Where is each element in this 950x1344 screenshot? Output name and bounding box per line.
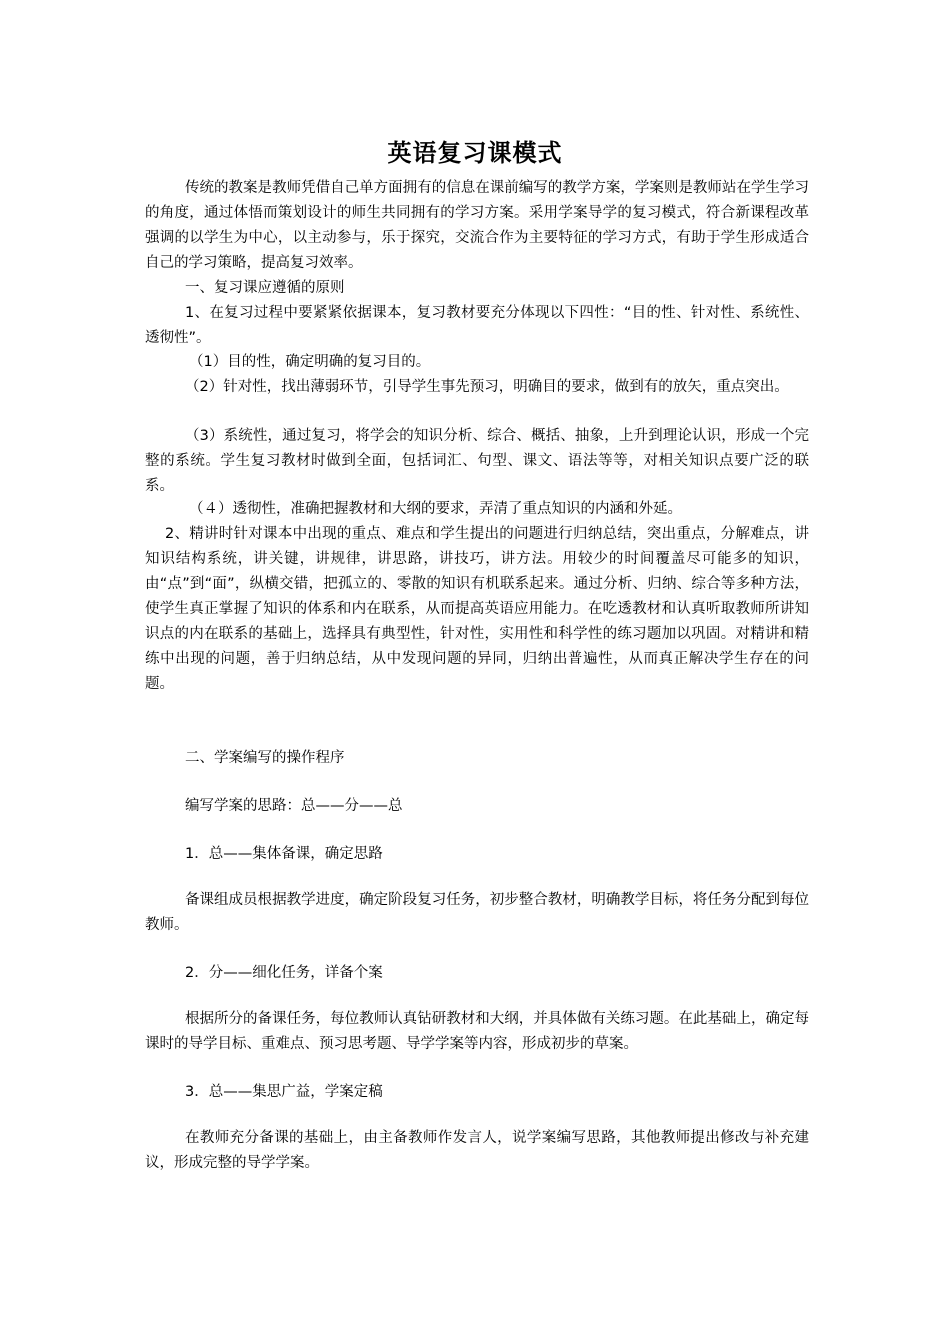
section2-step1-text: 备课组成员根据教学进度，确定阶段复习任务，初步整合教材，明确教学目标，将任务分配到每位教师。 bbox=[145, 892, 809, 933]
section2-step3-text: 在教师充分备课的基础上，由主备教师作发言人，说学案编写思路，其他教师提出修改与补充建议，形成完整的导学学案。 bbox=[145, 1130, 809, 1171]
section1-sub3: （3）系统性，通过复习，将学会的知识分析、综合、概括、抽象，上升到理论认识，形成一个完整的系统。学生复习教材时做到全面，包括词汇、句型、课文、语法等等，对相关知识点要广泛的联系。 bbox=[145, 428, 809, 494]
section1-sub2: （2）针对性，找出薄弱环节，引导学生事先预习，明确目的要求，做到有的放矢，重点突出。 bbox=[185, 379, 789, 395]
section1-sub1: （1）目的性，确定明确的复习目的。 bbox=[189, 354, 431, 370]
section2-step2-heading: 2．分——细化任务，详备个案 bbox=[185, 965, 383, 981]
section1-sub4: （４）透彻性，准确把握教材和大纲的要求，弄清了重点知识的内涵和外延。 bbox=[189, 501, 682, 517]
section2-step3-heading: 3．总——集思广益，学案定稿 bbox=[185, 1084, 383, 1100]
section1-item1: 1、在复习过程中要紧紧依据课本，复习教材要充分体现以下四性：“目的性、针对性、系统性、透彻性”。 bbox=[145, 305, 809, 346]
section2-heading: 二、学案编写的操作程序 bbox=[185, 750, 345, 766]
document-title: 英语复习课模式 bbox=[387, 139, 563, 167]
section1-heading: 一、复习课应遵循的原则 bbox=[185, 280, 345, 296]
section2-idea: 编写学案的思路：总——分——总 bbox=[185, 798, 403, 814]
section2-step1-heading: 1．总——集体备课，确定思路 bbox=[185, 846, 383, 862]
intro-paragraph: 传统的教案是教师凭借自己单方面拥有的信息在课前编写的教学方案，学案则是教师站在学生学习的角度，通过体悟而策划设计的师生共同拥有的学习方案。采用学案导学的复习模式，符合新课程改革强调的以学生为中心，以主动参与，乐于探究，交流合作为主要特征的学习方式，有助于学生形成适合自己的学习策略，提高复习效率。 bbox=[145, 180, 809, 271]
section1-item2: 2、精讲时针对课本中出现的重点、难点和学生提出的问题进行归纳总结，突出重点，分解难点，讲知识结构系统，讲关键，讲规律，讲思路，讲技巧，讲方法。用较少的时间覆盖尽可能多的知识，由“点”到“面”，纵横交错，把孤立的、零散的知识有机联系起来。通过分析、归纳、综合等多种方法，使学生真正掌握了知识的体系和内在联系，从而提高英语应用能力。在吃透教材和认真听取教师所讲知识点的内在联系的基础上，选择具有典型性，针对性，实用性和科学性的练习题加以巩固。对精讲和精练中出现的问题，善于归纳总结，从中发现问题的异同，归纳出普遍性，从而真正解决学生存在的问题。 bbox=[145, 526, 809, 692]
section2-step2-text: 根据所分的备课任务，每位教师认真钻研教材和大纲，并具体做有关练习题。在此基础上，确定每课时的导学目标、重难点、预习思考题、导学学案等内容，形成初步的草案。 bbox=[145, 1011, 809, 1052]
